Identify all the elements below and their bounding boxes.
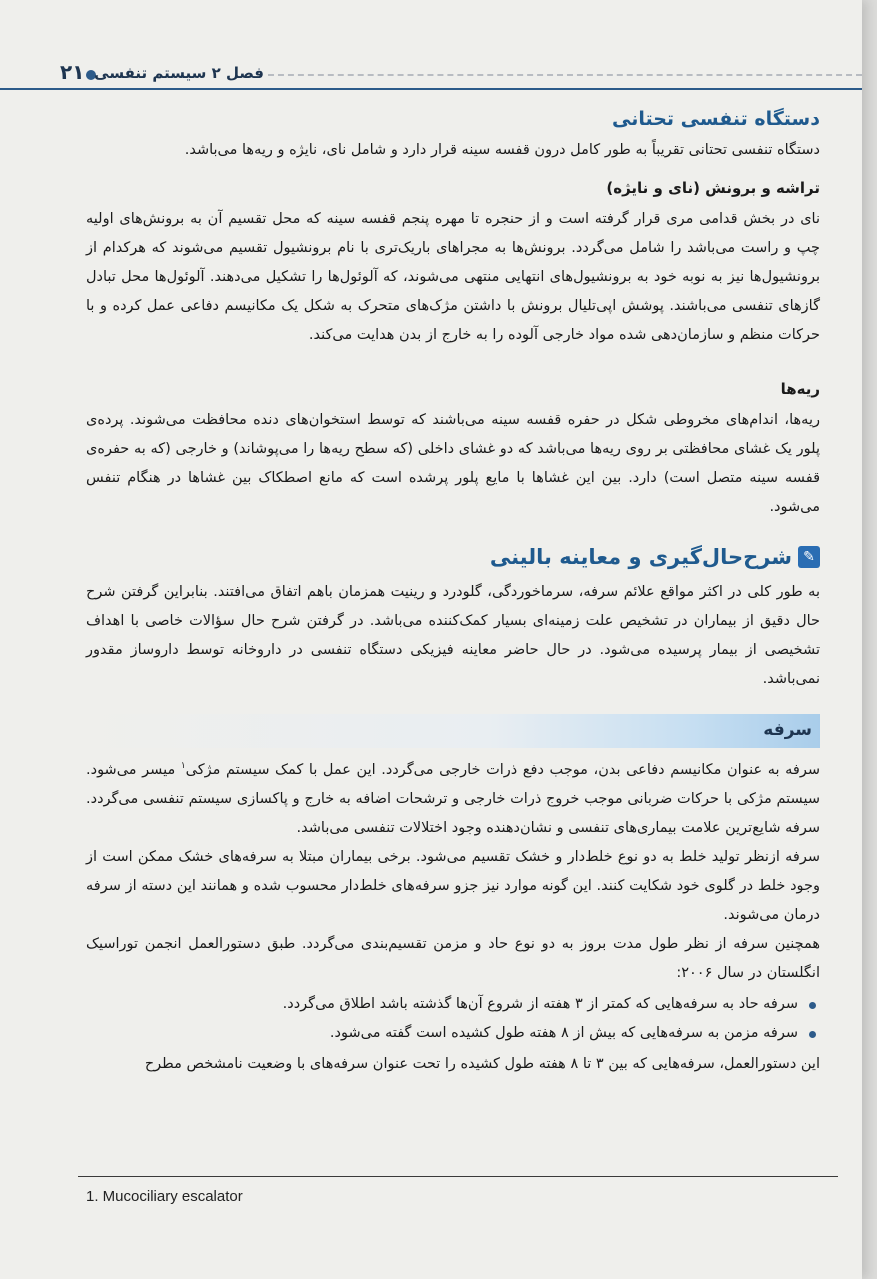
cough-paragraph-1 (86, 756, 820, 843)
history-heading-text: شرح‌حال‌گیری و معاینه بالینی (489, 545, 792, 569)
trachea-paragraph: نای در بخش قدامی مری قرار گرفته است و از حنجره تا مهره پنجم قفسه سینه که محل تقسیم آن به برونش‌های اولیه چپ و راست می‌باشد را شامل می‌گردد. برونش‌ها به مجراهای باریک‌تری با نام برونشیول تقسیم می‌شوند که هرکدام از برونشیول‌ها نیز به نوبه خود به برونشیول‌های انتهایی منتهی می‌شوند، که آلوئول‌ها را تشکیل می‌دهند. آلوئول‌ها محل تبادل گازهای تنفسی می‌باشند. پوشش اپی‌تلیال برونش با داشتن مژک‌های متحرک به شکل یک مکانیسم دفاعی عمل کرده و با حرکات منظم و سازمان‌دهی شده مواد خارجی آلوده را به خارج از بدن هدایت می‌کند. (86, 211, 820, 343)
cough-heading-bar (86, 714, 820, 748)
page-header (0, 58, 862, 98)
lungs-heading: ریه‌ها (780, 380, 820, 398)
section-title-lower-respiratory: دستگاه تنفسی تحتانی (611, 108, 820, 130)
history-heading (86, 540, 820, 574)
lungs-paragraph: ریه‌ها، اندام‌های مخروطی شکل در حفره قفسه سینه می‌باشند که توسط استخوان‌های دنده محافظت می‌شوند. پرده‌ی پلور یک غشای محافظتی بر روی ریه‌ها می‌باشد که دو غشای داخلی (که سطح ریه‌ها را می‌پوشاند) و خارجی (که به حفره‌ی قفسه سینه متصل است) دارد. بین این غشاها با مایع پلور پرشده است که مانع اصطکاک بین غشاها در هنگام تنفس می‌شود. (86, 412, 820, 515)
header-rule (0, 88, 862, 90)
cough-paragraph-2: سرفه ازنظر تولید خلط به دو نوع خلط‌دار و خشک تقسیم می‌شود. برخی بیماران مبتلا به سرفه‌های خشک ممکن است از وجود خلط در گلوی خود شکایت کنند. این گونه موارد نیز جزو سرفه‌های خلط‌دار محسوب شده و همانند این دسته از سرفه درمان می‌شوند. (86, 849, 820, 923)
cough-p1-a: سرفه به عنوان مکانیسم دفاعی بدن، موجب دفع ذرات خارجی می‌گردد. این عمل با کمک سیستم مژکی (185, 762, 821, 778)
cough-p1-b: میسر می‌شود. سیستم مژکی با حرکات ضربانی موجب خروج ذرات خارجی و ترشحات اضافه به خارج و پاکسازی سیستم تنفسی می‌گردد. سرفه شایع‌ترین علامت بیماری‌های تنفسی و نشان‌دهنده وجود اختلالات تنفسی می‌باشد. (86, 762, 820, 836)
list-item-acute: سرفه حاد به سرفه‌هایی که کمتر از ۳ هفته از شروع آن‌ها گذشته باشد اطلاق می‌گردد. (86, 990, 798, 1019)
page-content (86, 98, 820, 1079)
page-number: ۲۱ (60, 60, 85, 84)
cough-heading: سرفه (763, 720, 812, 740)
cough-types-list (86, 990, 820, 1048)
cough-paragraph-3: همچنین سرفه از نظر طول مدت بروز به دو نوع حاد و مزمن تقسیم‌بندی می‌گردد. طبق دستورالعمل انجمن توراسیک انگلستان در سال ۲۰۰۶: (86, 936, 820, 981)
trachea-heading: تراشه و برونش (نای و نایژه) (606, 179, 820, 197)
header-dashed-line (268, 74, 862, 76)
footnote-rule (78, 1176, 838, 1177)
chapter-title: فصل ۲ سیستم تنفسی (94, 64, 264, 82)
edit-note-icon: ✎ (798, 546, 820, 568)
footnote-ref: ۱ (180, 761, 186, 772)
history-paragraph: به طور کلی در اکثر مواقع علائم سرفه، سرماخوردگی، گلودرد و رینیت همزمان باهم اتفاق می‌افتند. بنابراین گرفتن شرح حال دقیق از بیماران در تشخیص علت زمینه‌ای بسیار کمک‌کننده می‌باشد. در گرفتن شرح حال سؤالات خاصی با اهداف تشخیصی از بیمار پرسیده می‌شود. در حال حاضر معاینه فیزیکی دستگاه تنفسی در داروخانه توسط داروساز مقدور نمی‌باشد. (86, 584, 820, 687)
list-item-chronic: سرفه مزمن به سرفه‌هایی که بیش از ۸ هفته طول کشیده است گفته می‌شود. (86, 1019, 798, 1048)
footnote: 1. Mucociliary escalator (86, 1188, 243, 1205)
lower-respiratory-intro: دستگاه تنفسی تحتانی تقریباً به طور کامل درون قفسه سینه قرار دارد و شامل نای، نایژه و ریه‌ها می‌باشد. (184, 142, 820, 158)
cough-paragraph-4: این دستورالعمل، سرفه‌هایی که بین ۳ تا ۸ هفته طول کشیده را تحت عنوان سرفه‌های با وضعیت نامشخص مطرح (144, 1056, 820, 1072)
